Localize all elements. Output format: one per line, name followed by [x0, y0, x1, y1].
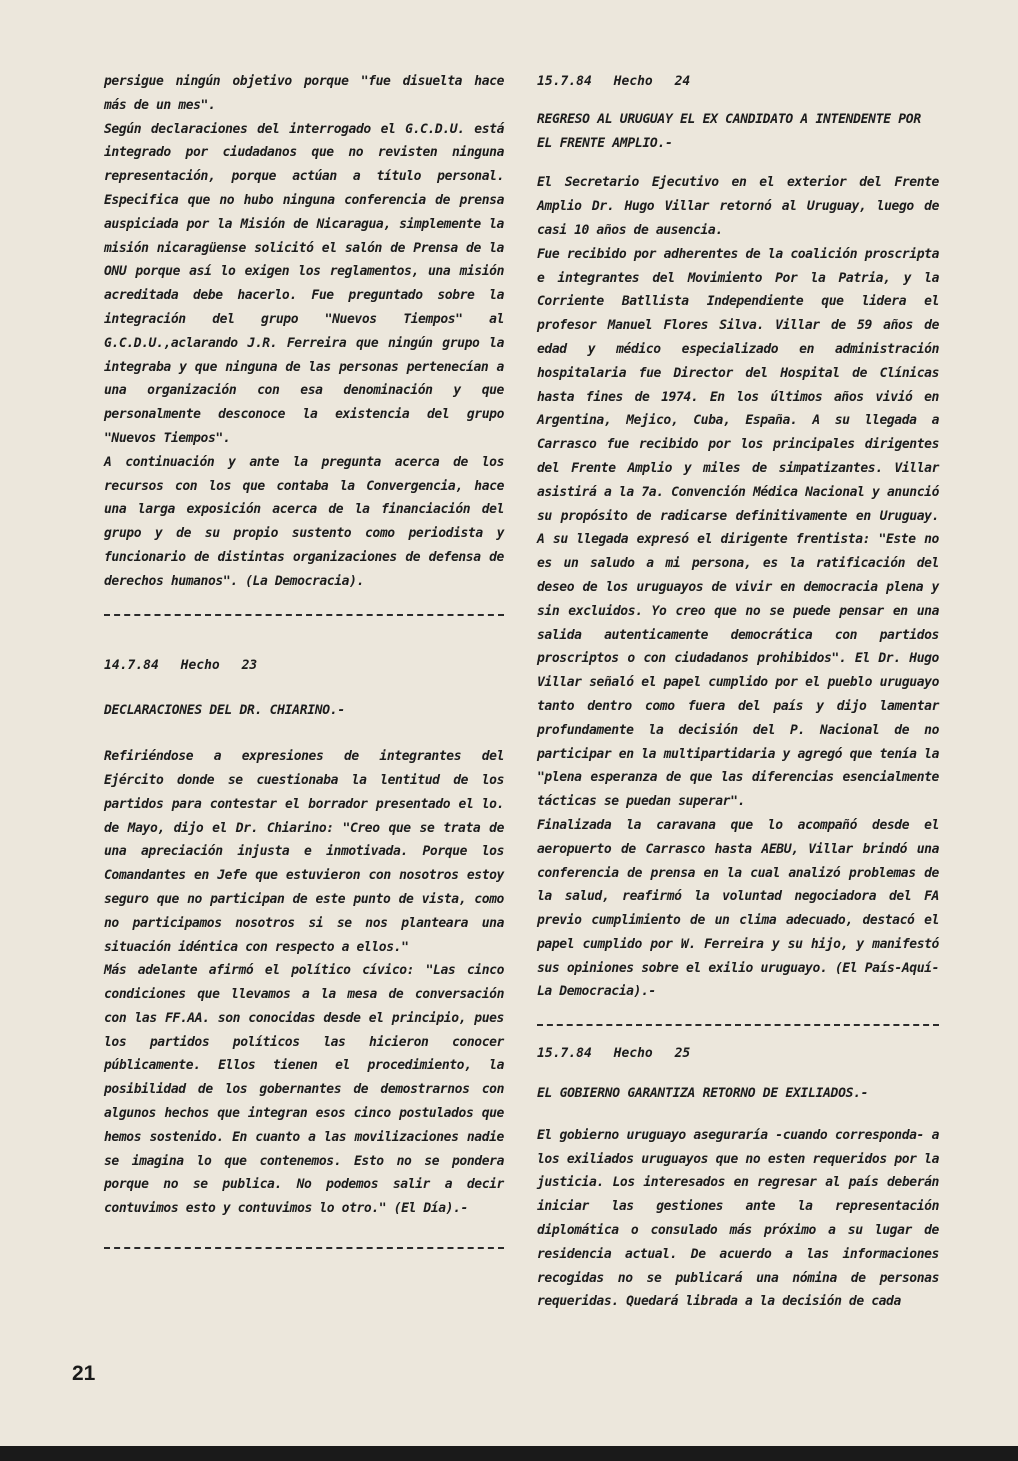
section-divider [104, 1247, 504, 1249]
entry-body: El gobierno uruguayo aseguraría -cuando corresponda- a los exiliados uruguayos que no esten requeridos por la justicia. Los interesados en regresar al país deberán iniciar las gestiones ante la representación diplomática o consulado más próximo a su lugar de residencia actual. De acuerdo a las informaciones recogidas no se publicará una nómina de personas requeridas. Quedará librada a la decisión de cada [537, 1127, 939, 1310]
entry-date: 14.7.84 [104, 657, 159, 673]
page-number: 21 [72, 1362, 96, 1385]
scan-bottom-edge [0, 1446, 1018, 1461]
entry-header [537, 70, 939, 94]
entry-header [537, 1042, 939, 1066]
entry-number: Hecho 24 [613, 74, 691, 89]
entry-title: DECLARACIONES DEL DR. CHIARINO.- [104, 703, 345, 719]
left-column [104, 70, 504, 1249]
continued-article-text: persigue ningún objetivo porque "fue disuelta hace más de un mes". Según declaraciones del interrogado el G.C.D.U. está integrado por ciudadanos que no revisten ninguna representación, porque actúan a título personal. Especifica que no hubo ninguna conferencia de prensa auspiciada por la Misión de Nicaragua, simplemente la misión nicaragüense solicitó el salón de Prensa de la ONU porque así lo exigen los reglamentos, una misión acreditada debe hacerlo. Fue preguntado sobre la integración del grupo "Nuevos Tiempos" al G.C.D.U.,aclarando J.R. Ferreira que ningún grupo la integraba y que ninguna de las personas pertenecían a una organización con esa denominación y que personalmente desconoce la existencia del grupo "Nuevos Tiempos". A continuación y ante la pregunta acerca de los recursos con los que contaba la Convergencia, hace una larga exposición acerca de la financiación del grupo y de su propio sustento como periodista y funcionario de distintas organizaciones de defensa de derechos humanos". (La Democracia). [104, 74, 504, 589]
entry-date: 15.7.84 [537, 74, 592, 89]
entry-number: Hecho 25 [613, 1046, 691, 1062]
entry-body: El Secretario Ejecutivo en el exterior del Frente Amplio Dr. Hugo Villar retornó al Uruguay, luego de casi 10 años de ausencia. Fue recibido por adherentes de la coalición proscripta e integrantes del Movimiento Por la Patria, y la Corriente Batllista Independiente que lidera el profesor Manuel Flores Silva. Villar de 59 años de edad y médico especializado en administración hospitalaria fue Director del Hospital de Clínicas hasta fines de 1974. En los últimos años vivió en Argentina, Mejico, Cuba, España. A su llegada a Carrasco fue recibido por los principales dirigentes del Frente Amplio y miles de simpatizantes. Villar asistirá a la 7a. Convención Médica Nacional y anunció su propósito de radicarse definitivamente en Uruguay. A su llegada expresó el dirigente frentista: "Este no es un saludo a mi persona, es la ratificación del deseo de los uruguayos de vivir en democracia plena y sin excluidos. Yo creo que no se puede pensar en una salida autenticamente democrática con partidos proscriptos o con ciudadanos prohibidos". El Dr. Hugo Villar señaló el papel cumplido por el pueblo uruguayo tanto dentro como fuera del país y dijo lamentar profundamente la decisión del P. Nacional de no participar en la multipartidaria y agregó que tenía la "plena esperanza de que las diferencias esencialmente tácticas se puedan superar". Finalizada la caravana que lo acompañó desde el aeropuerto de Carrasco hasta AEBU, Villar brindó una conferencia de prensa en la cual analizó problemas de la salud, reafirmó la voluntad negociadora del FA previo cumplimiento de un clima adecuado, destacó el papel cumplido por W. Ferreira y su hijo, y manifestó sus opiniones sobre el exilio uruguayo. (El País-Aquí-La Democracia).- [537, 175, 939, 1000]
entry-title: EL GOBIERNO GARANTIZA RETORNO DE EXILIADOS.- [537, 1086, 869, 1102]
entry-title: REGRESO AL URUGUAY EL EX CANDIDATO A INTENDENTE POR EL FRENTE AMPLIO.- [537, 111, 921, 151]
entry-header [104, 654, 504, 678]
entry-body: Refiriéndose a expresiones de integrantes del Ejército donde se cuestionaba la lentitud de los partidos para contestar el borrador presentado el lo. de Mayo, dijo el Dr. Chiarino: "Creo que se trata de una apreciación injusta e inmotivada. Porque los Comandantes en Jefe que estuvieron con nosotros estoy seguro que no participan de este punto de vista, como no participamos nosotros si se nos planteara una situación idéntica con respecto a ellos." Más adelante afirmó el político cívico: "Las cinco condiciones que llevamos a la mesa de conversación con las FF.AA. son conocidas desde el principio, pues los partidos políticos las hicieron conocer públicamente. Ellos tienen el procedimiento, la posibilidad de los gobernantes de demostrarnos con algunos hechos que integran esos cinco postulados que hemos sostenido. En cuanto a las movilizaciones nadie se imagina lo que contenemos. Esto no se pondera porque no se publica. No podemos salir a decir contuvimos esto y contuvimos lo otro." (El Día).- [104, 749, 504, 1217]
entry-date: 15.7.84 [537, 1046, 592, 1062]
entry-number: Hecho 23 [180, 657, 258, 673]
right-column [537, 70, 939, 1314]
